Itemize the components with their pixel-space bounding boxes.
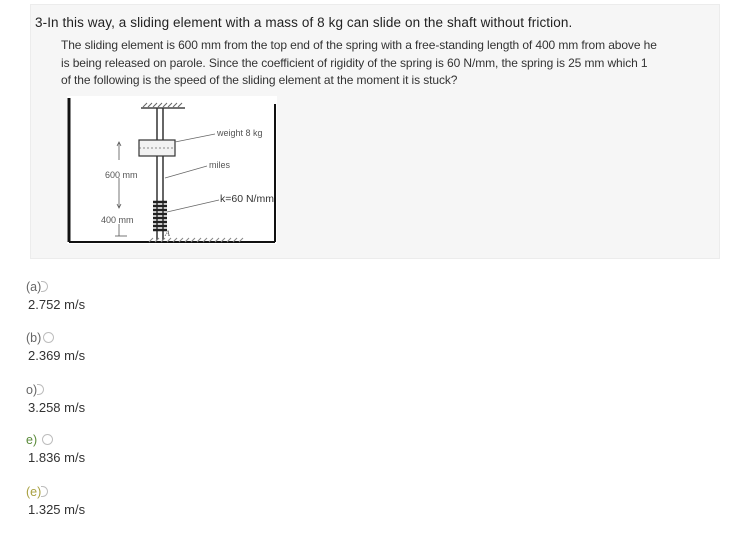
option-c-label: o) xyxy=(26,382,38,397)
option-b-value: 2.369 m/s xyxy=(28,348,86,363)
question-line: is being released on parole. Since the coefficient of rigidity of the spring is 60 N/mm, the spring is 25 mm which 1 xyxy=(61,55,648,70)
miles-label: miles xyxy=(209,160,231,170)
point-a-label: A xyxy=(165,229,170,238)
radio-b[interactable] xyxy=(43,332,54,343)
top-hatch xyxy=(143,103,182,107)
weight-leader xyxy=(175,134,215,142)
question-box xyxy=(30,4,720,259)
option-d-label: e) xyxy=(26,432,38,447)
option-a[interactable] xyxy=(26,278,226,312)
option-e[interactable] xyxy=(26,483,226,517)
radio-a[interactable] xyxy=(41,281,48,292)
option-e-value: 1.325 m/s xyxy=(28,502,86,517)
option-c-value: 3.258 m/s xyxy=(28,400,86,415)
option-c[interactable] xyxy=(26,381,226,415)
option-a-label: (a) xyxy=(26,279,42,294)
spring-constant-label: k=60 N/mm xyxy=(220,193,274,205)
question-line: The sliding element is 600 mm from the top end of the spring with a free-standing length of 400 mm from above he xyxy=(61,38,657,52)
option-e-label: (e) xyxy=(26,484,42,499)
question-body xyxy=(61,37,709,90)
dim-400-label: 400 mm xyxy=(101,215,134,225)
option-d-value: 1.836 m/s xyxy=(28,450,86,465)
dim-600-label: 600 mm xyxy=(105,170,138,180)
option-d[interactable] xyxy=(26,431,226,465)
spring-collar-figure xyxy=(67,96,277,244)
question-line: of the following is the speed of the sliding element at the moment it is stuck? xyxy=(61,73,458,87)
radio-c[interactable] xyxy=(37,384,44,395)
radio-e[interactable] xyxy=(41,486,48,497)
spring-leader xyxy=(167,200,219,212)
option-b-label: (b) xyxy=(26,330,42,345)
question-title: 3-In this way, a sliding element with a mass of 8 kg can slide on the shaft without friction. xyxy=(35,15,573,30)
weight-label: weight 8 kg xyxy=(217,128,263,138)
option-b[interactable] xyxy=(26,329,226,363)
option-a-value: 2.752 m/s xyxy=(28,297,86,312)
figure-svg xyxy=(67,96,277,244)
spring xyxy=(153,202,167,230)
miles-leader xyxy=(165,166,207,178)
radio-d[interactable] xyxy=(42,434,53,445)
